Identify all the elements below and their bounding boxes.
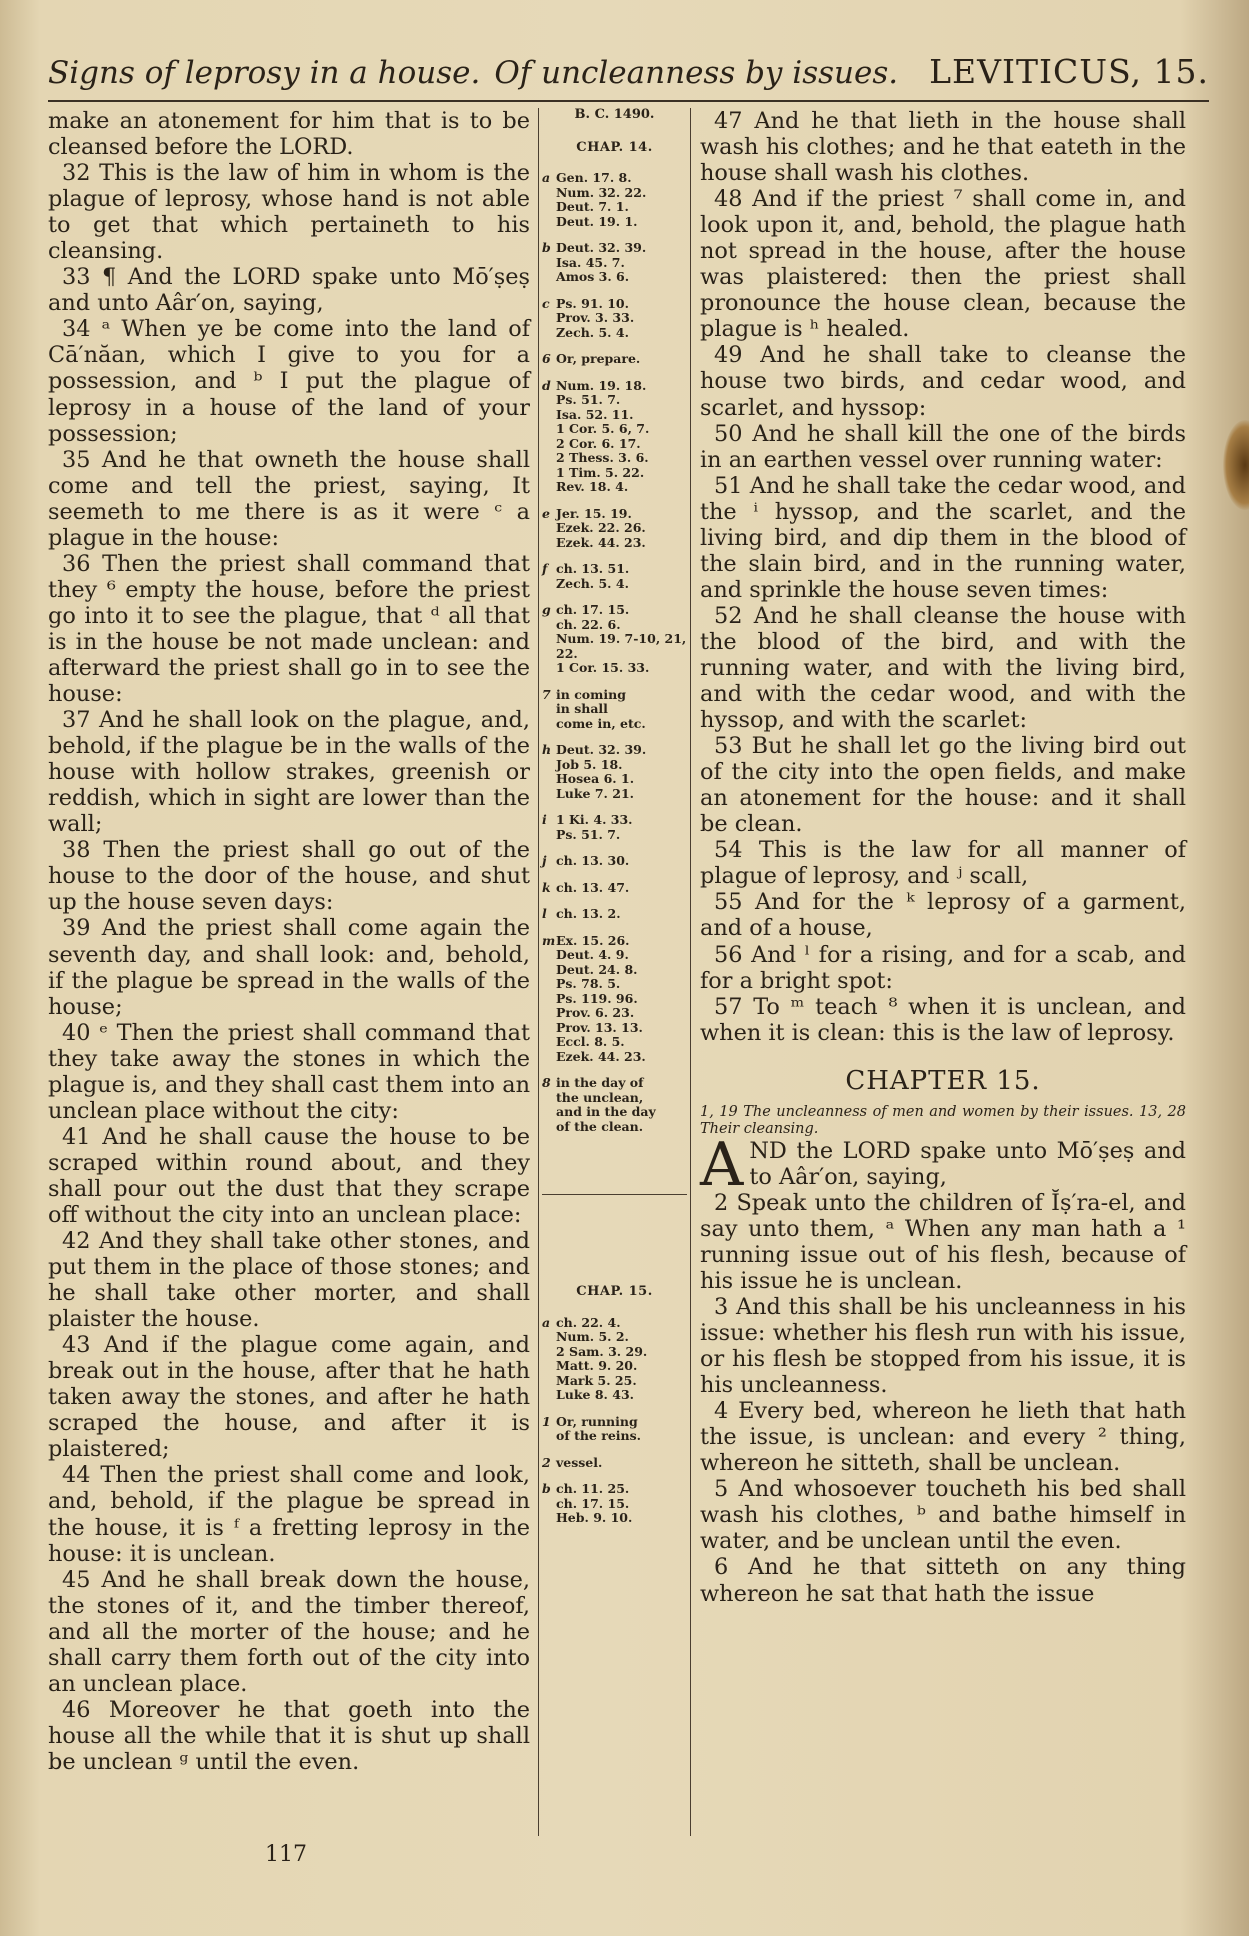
verse-paragraph: 4 Every bed, whereon he lieth that hath the issue, is unclean: and every ² thing, whereon he sitteth, shall be unclean. — [700, 1398, 1186, 1477]
reference-text: ch. 13. 2. — [556, 906, 621, 921]
cross-reference — [542, 1076, 687, 1134]
reference-text: vessel. — [556, 1454, 603, 1470]
drop-cap: A — [700, 1129, 744, 1200]
reference-marker: b — [542, 240, 551, 255]
chapter-15-references — [542, 1316, 687, 1526]
cross-reference — [542, 813, 687, 842]
cross-reference — [542, 881, 687, 896]
reference-text: Or, prepare. — [556, 351, 641, 366]
cross-reference — [542, 379, 687, 495]
cross-reference — [542, 688, 687, 732]
era-label: B. C. 1490. — [574, 107, 655, 122]
cross-reference — [542, 507, 687, 551]
verse-paragraph: 49 And he shall take to cleanse the house two birds, and cedar wood, and scarlet, and hyssop: — [700, 342, 1186, 421]
header-rule — [48, 100, 1209, 102]
reference-marker: i — [542, 812, 547, 827]
verse-paragraph: 57 To ᵐ teach ⁸ when it is unclean, and when it is clean: this is the law of leprosy. — [700, 993, 1186, 1046]
chapter-summary: 1, 19 The uncleanness of men and women by their issues. 13, 28 Their cleansing. — [700, 1103, 1186, 1137]
reference-text: Deut. 32. 39. Isa. 45. 7. Amos 3. 6. — [556, 240, 647, 284]
reference-marker: b — [542, 1481, 551, 1496]
verse-paragraph: 53 But he shall let go the living bird out of the city into the open fields, and make an atonement for the house: and it shall be clean. — [700, 733, 1186, 838]
reference-column — [542, 108, 687, 1538]
cross-reference — [542, 603, 687, 676]
verse-paragraph: 36 Then the priest shall command that they ⁶ empty the house, before the priest go into it to see the plague, that ᵈ all that is in the house be not made unclean: and afterward the priest shall go in to see the house: — [48, 550, 530, 708]
reference-marker: m — [542, 932, 556, 948]
column-divider-right — [690, 108, 691, 1836]
reference-marker: c — [542, 295, 550, 311]
verse-paragraph: 32 This is the law of him in whom is the plague of leprosy, whose hand is not able to get that which pertaineth to his cleansing. — [48, 160, 530, 265]
chapter-first-verse — [700, 1129, 1186, 1200]
cross-reference — [542, 1316, 687, 1403]
verse-paragraph: 47 And he that lieth in the house shall wash his clothes; and he that eateth in the house shall wash his clothes. — [700, 108, 1186, 187]
verse-paragraph: 45 And he shall break down the house, the stones of it, and the timber thereof, and all the morter of the house; and he shall carry them forth out of the city into an unclean place. — [48, 1566, 530, 1697]
cross-reference — [542, 934, 687, 1065]
left-text-column — [48, 108, 530, 1775]
reference-marker: 8 — [542, 1075, 551, 1090]
cross-reference — [542, 241, 687, 285]
verse-paragraph: 41 And he shall cause the house to be scraped within round about, and they shall pour out the dust that they scrape off without the city into an unclean place: — [48, 1123, 530, 1228]
right-text-column — [700, 108, 1186, 1607]
reference-marker: a — [542, 1314, 551, 1330]
verse-paragraph: 2 Speak unto the children of Ĭṣ′ra-el, and say unto them, ᵃ When any man hath a ¹ running issue out of his flesh, because of his issue he is unclean. — [700, 1189, 1186, 1294]
reference-text: Gen. 17. 8. Num. 32. 22. Deut. 7. 1. Deut. 19. 1. — [556, 170, 647, 229]
reference-text: Num. 19. 18. Ps. 51. 7. Isa. 52. 11. 1 Cor. 5. 6, 7. 2 Cor. 6. 17. 2 Thess. 3. 6. 1 Tim. 5. 22. Rev. 18. 4. — [556, 377, 650, 494]
header-book-chapter: LEVITICUS, 15. — [929, 52, 1209, 91]
verse-paragraph: 54 This is the law for all manner of plague of leprosy, and ʲ scall, — [700, 837, 1186, 890]
reference-marker: 6 — [542, 351, 551, 366]
chapter-heading: CHAPTER 15. — [845, 1065, 1041, 1096]
cross-reference — [542, 854, 687, 869]
verse-paragraph: 52 And he shall cleanse the house with the blood of the bird, and with the running water, and with the living bird, and with the cedar wood, and with the hyssop, and with the scarlet: — [700, 602, 1186, 734]
chapter-14-verses — [700, 108, 1186, 1046]
chapter-15-verses — [700, 1190, 1186, 1607]
reference-text: Jer. 15. 19. Ezek. 22. 26. Ezek. 44. 23. — [556, 505, 646, 550]
verse-paragraph: 39 And the priest shall come again the seventh day, and shall look: and, behold, if the plague be spread in the walls of the house; — [48, 915, 530, 1020]
reference-marker: l — [542, 906, 547, 921]
reference-text: ch. 13. 51. Zech. 5. 4. — [556, 561, 630, 591]
reference-marker: g — [542, 602, 551, 617]
reference-text: ch. 17. 15. ch. 22. 6. Num. 19. 7-10, 21, 22. 1 Cor. 15. 33. — [556, 602, 687, 675]
reference-text: Ps. 91. 10. Prov. 3. 33. Zech. 5. 4. — [556, 295, 635, 340]
reference-marker: d — [542, 377, 551, 393]
column-divider-left — [538, 108, 539, 1836]
chapter-14-ref-heading: CHAP. 14. — [576, 139, 653, 155]
reference-marker: h — [542, 742, 552, 757]
reference-text: in the day of the unclean, and in the day of the clean. — [556, 1075, 656, 1134]
reference-divider — [542, 1194, 687, 1195]
verse-paragraph: 50 And he shall kill the one of the birds in an earthen vessel over running water: — [700, 420, 1186, 473]
verse-paragraph: 55 And for the ᵏ leprosy of a garment, and of a house, — [700, 889, 1186, 942]
verse-paragraph: 3 And this shall be his uncleanness in his issue: whether his flesh run with his issue, or his flesh be stopped from his issue, it is his uncleanness. — [700, 1294, 1186, 1399]
reference-text: ch. 13. 30. — [556, 853, 630, 868]
page-edge-stain — [1223, 420, 1249, 510]
reference-text: Deut. 32. 39. Job 5. 18. Hosea 6. 1. Luke 7. 21. — [556, 742, 647, 801]
chapter-15-ref-heading: CHAP. 15. — [576, 1284, 653, 1299]
cross-reference — [542, 1415, 687, 1444]
reference-marker: e — [542, 505, 550, 521]
first-verse-text: ND the LORD spake unto Mō′ṣeṣ and to Aâr′on, saying, — [749, 1137, 1186, 1190]
verse-paragraph: 5 And whosoever toucheth his bed shall wash his clothes, ᵇ and bathe himself in water, and be unclean until the even. — [700, 1476, 1186, 1555]
cross-reference — [542, 743, 687, 801]
header-left-title: Signs of leprosy in a house. — [48, 55, 481, 91]
reference-marker: k — [542, 879, 551, 895]
reference-text: ch. 22. 4. Num. 5. 2. 2 Sam. 3. 29. Matt. 9. 20. Mark 5. 25. Luke 8. 43. — [556, 1314, 648, 1402]
verse-paragraph: 40 ᵉ Then the priest shall command that they take away the stones in which the plague is, and they shall cast them into an unclean place without the city: — [48, 1019, 530, 1124]
verse-paragraph: 6 And he that sitteth on any thing whereon he sat that hath the issue — [700, 1554, 1186, 1607]
reference-text: ch. 13. 47. — [556, 879, 630, 895]
cross-reference — [542, 1456, 687, 1471]
verse-paragraph: 42 And they shall take other stones, and put them in the place of those stones; and he shall take other morter, and shall plaister the house. — [48, 1228, 530, 1333]
verse-paragraph: 37 And he shall look on the plague, and, behold, if the plague be in the walls of the house with hollow strakes, greenish or reddish, which in sight are lower than the wall; — [48, 707, 530, 838]
verse-paragraph: 34 ᵃ When ye be come into the land of Cā′năan, which I give to you for a possession, and ᵇ I put the plague of leprosy in a house of the land of your possession; — [48, 316, 530, 447]
reference-marker: j — [542, 853, 547, 868]
reference-text: Ex. 15. 26. Deut. 4. 9. Deut. 24. 8. Ps. 78. 5. Ps. 119. 96. Prov. 6. 23. Prov. 13. 13. Eccl. 8. 5. Ezek. 44. 23. — [556, 932, 646, 1064]
reference-text: in coming in shall come in, etc. — [556, 686, 646, 731]
cross-reference — [542, 352, 687, 367]
cross-reference — [542, 907, 687, 922]
cross-reference — [542, 297, 687, 341]
verse-paragraph: 43 And if the plague come again, and break out in the house, after that he hath taken away the stones, and after he hath scraped the house, and after it is plaistered; — [48, 1332, 530, 1463]
reference-text: Or, running of the reins. — [556, 1413, 641, 1443]
verse-paragraph: 51 And he shall take the cedar wood, and the ⁱ hyssop, and the scarlet, and the living bird, and dip them in the blood of the slain bird, and in the running water, and sprinkle the house seven times: — [700, 472, 1186, 603]
verse-paragraph: 46 Moreover he that goeth into the house all the while that it is shut up shall be unclean ᵍ until the even. — [48, 1696, 530, 1775]
reference-text: ch. 11. 25. ch. 17. 15. Heb. 9. 10. — [556, 1481, 633, 1525]
header-middle-title: Of uncleanness by issues. — [494, 55, 899, 91]
reference-marker: 2 — [542, 1454, 551, 1470]
verse-paragraph: 33 ¶ And the LORD spake unto Mō′ṣeṣ and unto Aâr′on, saying, — [48, 264, 530, 317]
verse-paragraph: make an atonement for him that is to be cleansed before the LORD. — [48, 108, 530, 161]
chapter-14-references — [542, 171, 687, 1134]
reference-marker: 1 — [542, 1413, 551, 1429]
reference-marker: 7 — [542, 686, 551, 702]
running-header — [48, 52, 1209, 98]
verse-paragraph: 56 And ˡ for a rising, and for a scab, and for a bright spot: — [700, 941, 1186, 994]
page-number: 117 — [265, 1842, 307, 1867]
reference-marker: a — [542, 170, 551, 185]
reference-text: 1 Ki. 4. 33. Ps. 51. 7. — [556, 812, 633, 842]
verse-paragraph: 35 And he that owneth the house shall come and tell the priest, saying, It seemeth to me there is as it were ᶜ a plague in the house: — [48, 446, 530, 551]
reference-marker: f — [542, 561, 548, 576]
cross-reference — [542, 562, 687, 591]
cross-reference — [542, 171, 687, 229]
verse-paragraph: 48 And if the priest ⁷ shall come in, and look upon it, and, behold, the plague hath not spread in the house, after the house was plaistered: then the priest shall pronounce the house clean, because the plague is ʰ healed. — [700, 186, 1186, 343]
verse-paragraph: 44 Then the priest shall come and look, and, behold, if the plague be spread in the house, it is ᶠ a fretting leprosy in the house: it is unclean. — [48, 1462, 530, 1567]
verse-paragraph: 38 Then the priest shall go out of the house to the door of the house, and shut up the house seven days: — [48, 837, 530, 916]
cross-reference — [542, 1482, 687, 1526]
